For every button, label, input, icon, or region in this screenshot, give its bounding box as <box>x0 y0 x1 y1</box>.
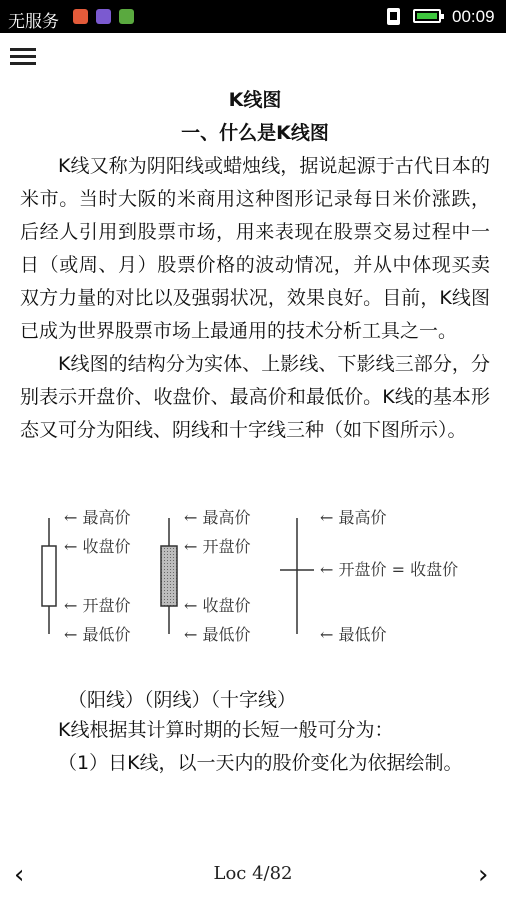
section-heading: 一、什么是K线图 <box>181 122 329 144</box>
status-bar <box>0 0 506 33</box>
doji-high-label: ← 最高价 <box>320 508 387 527</box>
location-indicator: Loc 4/82 <box>213 863 293 884</box>
candlestick-diagram <box>20 500 490 650</box>
sim-card-icon <box>387 8 400 25</box>
yang-high-label: ← 最高价 <box>64 508 131 527</box>
yin-close-label: ← 收盘价 <box>184 596 251 615</box>
chapter-title: K线图 <box>228 89 282 111</box>
app-notification-icon <box>119 9 134 24</box>
yang-low-label: ← 最低价 <box>64 625 131 644</box>
yin-candle <box>161 518 177 634</box>
next-page-icon[interactable]: › <box>478 860 489 890</box>
reader-content-continued <box>20 714 490 780</box>
battery-charging-icon <box>413 9 441 23</box>
diagram-captions <box>20 684 490 717</box>
paragraph: K线又称为阴阳线或蜡烛线，据说起源于古代日本的米市。当时大阪的米商用这种图形记录每日米价涨跌，后经人引用到股票市场，用来表现在股票交易过程中一日（或周、月）股票价格的波动情况，并从中体现买卖双方力量的对比以及强弱状况，效果良好。目前，K线图已成为世界股票市场上最通用的技术分析工具之一。 <box>20 155 490 342</box>
yin-high-label: ← 最高价 <box>184 508 251 527</box>
diagram-caption: （阳线）（阴线）（十字线） <box>68 689 297 711</box>
yin-low-label: ← 最低价 <box>184 625 251 644</box>
reader-content <box>20 84 490 447</box>
doji-candle <box>280 518 314 634</box>
clock: 00:09 <box>452 7 495 26</box>
carrier-label: 无服务 <box>8 12 59 31</box>
yin-open-label: ← 开盘价 <box>184 537 251 556</box>
app-notification-icon <box>96 9 111 24</box>
doji-open-close-label: ← 开盘价 = 收盘价 <box>320 560 459 579</box>
yang-open-label: ← 开盘价 <box>64 596 131 615</box>
menu-icon[interactable] <box>10 46 36 68</box>
previous-page-icon[interactable]: ‹ <box>14 860 25 890</box>
paragraph: K线图的结构分为实体、上影线、下影线三部分，分别表示开盘价、收盘价、最高价和最低价。K线的基本形态又可分为阳线、阴线和十字线三种（如下图所示）。 <box>20 353 490 441</box>
app-notification-icon <box>73 9 88 24</box>
paragraph: （1）日K线，以一天内的股价变化为依据绘制。 <box>58 752 463 774</box>
doji-low-label: ← 最低价 <box>320 625 387 644</box>
paragraph: K线根据其计算时期的长短一般可分为： <box>58 719 394 741</box>
yang-close-label: ← 收盘价 <box>64 537 131 556</box>
yang-candle <box>42 518 56 634</box>
